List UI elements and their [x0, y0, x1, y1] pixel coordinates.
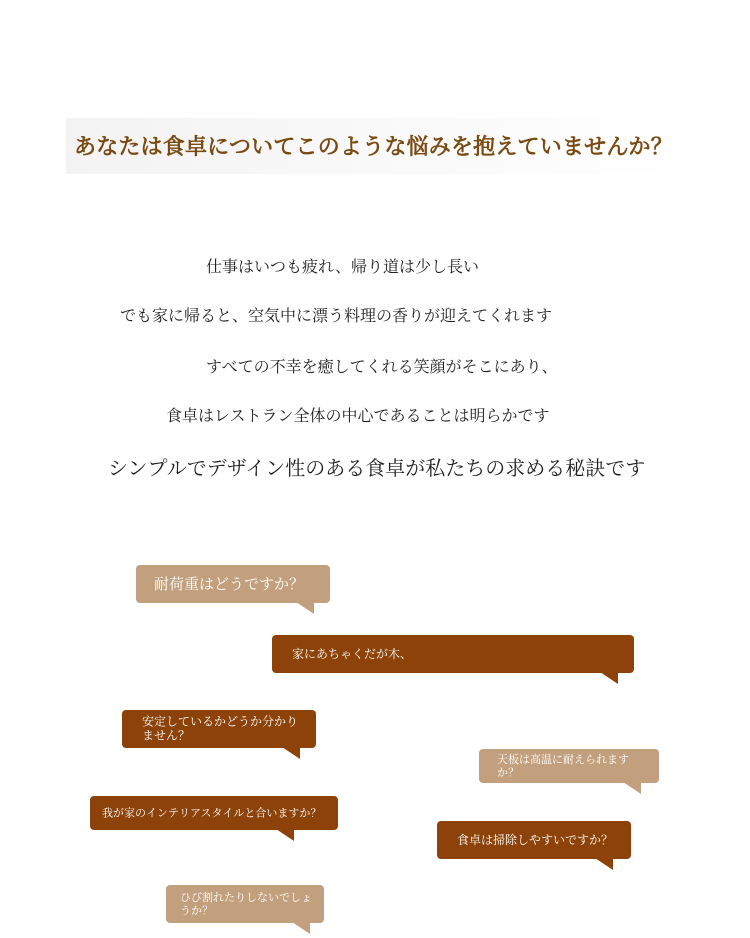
- bubble-tail: [292, 922, 310, 934]
- question-bubble-style: [90, 796, 338, 830]
- question-material-text: 家にあちゃくだが木、: [292, 646, 413, 661]
- heading-banner: [66, 118, 750, 174]
- bubble-tail: [296, 602, 314, 614]
- question-cleaning-text: 食卓は掃除しやすいですか？: [457, 832, 614, 847]
- question-bubble-crack: [166, 885, 324, 923]
- bubble-tail: [595, 858, 613, 870]
- story-line-4: 食卓はレストラン全体の中心であることは明らかです: [166, 406, 550, 425]
- question-crack-text: ひび割れたりしないでしょうか？: [180, 890, 312, 917]
- question-stability-text: 安定しているかどうか分かりません？: [142, 714, 299, 743]
- question-bubble-cleaning: [437, 821, 631, 859]
- story-tagline: シンプルでデザイン性のある食卓が私たちの求める秘訣です: [108, 456, 646, 480]
- story-line-3: すべての不幸を癒してくれる笑顔がそこにあり、: [206, 357, 558, 376]
- question-style-text: 我が家のインテリアスタイルと合いますか？: [102, 806, 322, 820]
- question-bubble-heat: [479, 749, 659, 783]
- question-bubble-material: [272, 635, 634, 673]
- bubble-tail: [282, 747, 300, 759]
- bubble-tail: [623, 782, 641, 794]
- question-bubble-load: [136, 565, 330, 603]
- story-line-1: 仕事はいつも疲れ、帰り道は少し長い: [206, 257, 479, 276]
- question-bubble-stability: [122, 710, 316, 748]
- bubble-tail: [600, 672, 618, 684]
- question-load-text: 耐荷重はどうですか？: [154, 575, 305, 593]
- bubble-tail: [276, 829, 294, 841]
- question-heat-text: 天板は高温に耐えられますか？: [497, 752, 629, 779]
- story-line-2: でも家に帰ると、空気中に漂う料理の香りが迎えてくれます: [120, 306, 553, 325]
- page-title: あなたは食卓についてこのような悩みを抱えていませんか？: [74, 135, 673, 160]
